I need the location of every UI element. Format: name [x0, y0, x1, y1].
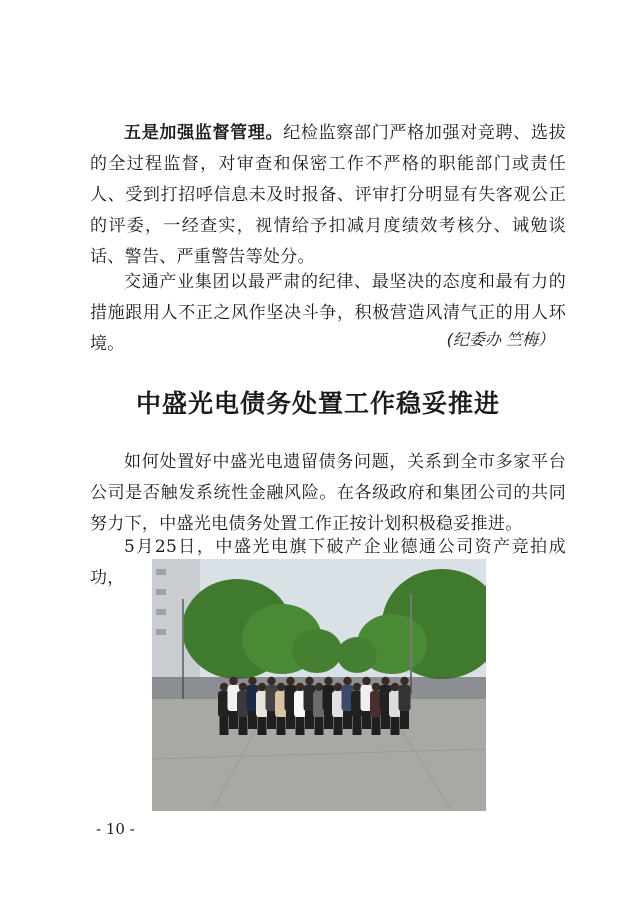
group-photo-illustration — [152, 559, 486, 811]
supervision-lead: 五是加强监督管理。 — [124, 123, 284, 143]
group-photo — [152, 559, 486, 811]
supervision-paragraph — [90, 118, 566, 273]
author-signature: (纪委办 竺梅） — [446, 330, 554, 349]
supervision-text: 纪检监察部门严格加强对竞聘、选拔的全过程监督，对审查和保密工作不严格的职能部门或责任人、受到打招呼信息未及时报备、评审打分明显有失客观公正的评委，一经查实，视情给予扣减月度绩效考核分、诫勉谈话、警告、严重警告等处分。 — [90, 123, 566, 267]
article-paragraph-2: 5月25日，中盛光电旗下破产企业德通公司资产竞拍成功， — [90, 537, 566, 588]
article-title: 中盛光电债务处置工作稳妥推进 — [135, 389, 500, 418]
article-paragraph-1: 如何处置好中盛光电遗留债务问题，关系到全市多家平台公司是否触发系统性金融风险。在各级政府和集团公司的共同努力下，中盛光电债务处置工作正按计划积极稳妥推进。 — [90, 452, 566, 534]
page-number: - 10 - — [96, 820, 135, 838]
discipline-paragraph: 交通产业集团以最严肃的纪律、最坚决的态度和最有力的措施跟用人不正之风作坚决斗争，积极营造风清气正的用人环境。 — [90, 272, 566, 354]
